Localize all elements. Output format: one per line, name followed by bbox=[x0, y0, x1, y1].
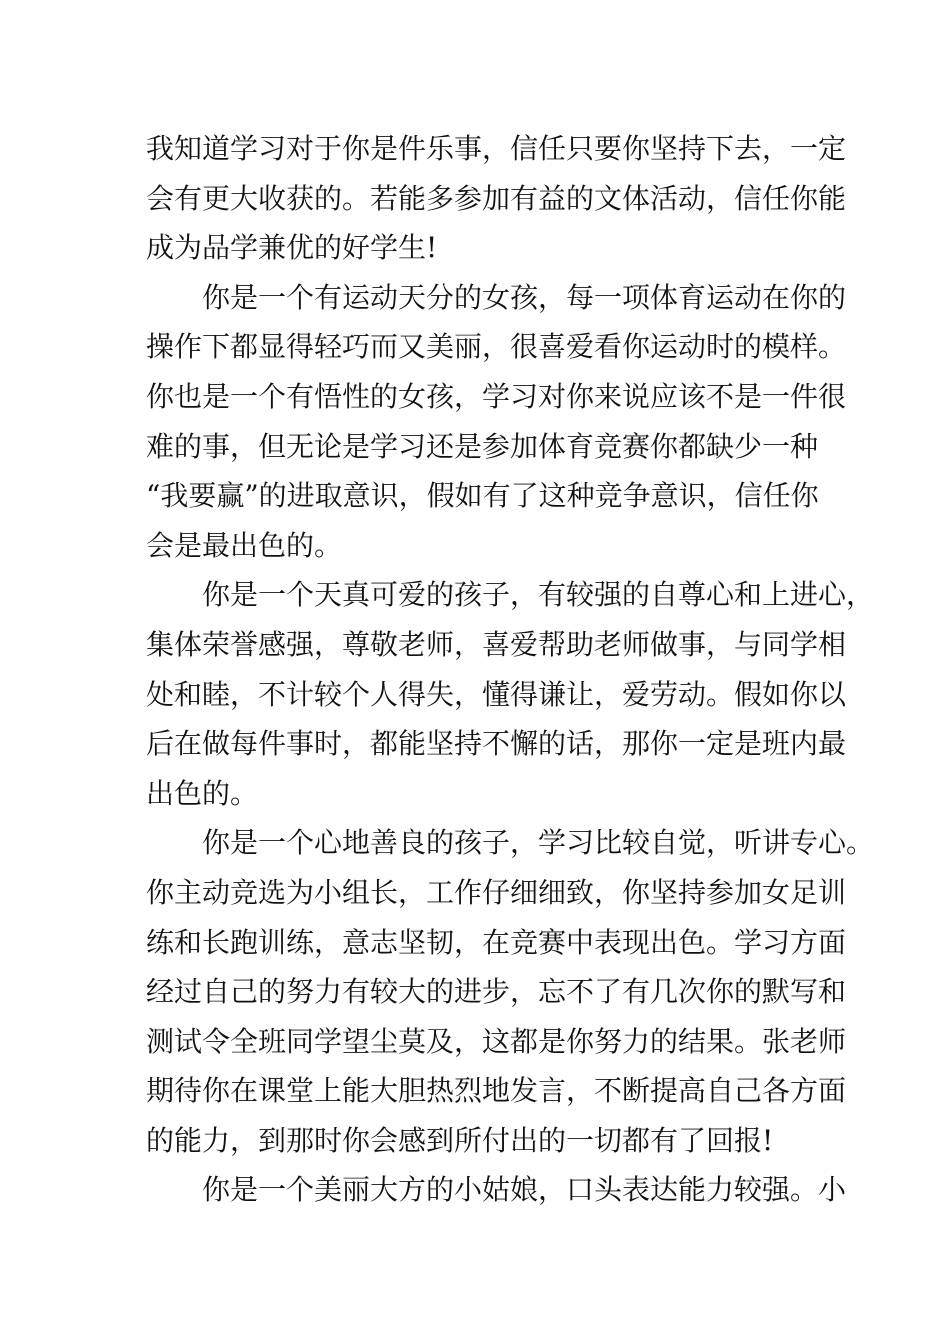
text-line: 出色的。 bbox=[146, 776, 259, 810]
text-line: 后在做每件事时，都能坚持不懈的话，那你一定是班内最 bbox=[146, 727, 847, 761]
text-line: “我要赢”的进取意识，假如有了这种竞争意识，信任你 bbox=[146, 479, 819, 513]
text-line: 我知道学习对于你是件乐事，信任只要你坚持下去，一定 bbox=[146, 132, 847, 165]
text-line: 集体荣誉感强，尊敬老师，喜爱帮助老师做事，与同学相 bbox=[146, 627, 847, 661]
text-line: 期待你在课堂上能大胆热烈地发言，不断提高自己各方面 bbox=[146, 1074, 847, 1108]
text-line: 操作下都显得轻巧而又美丽，很喜爱看你运动时的模样。 bbox=[146, 330, 847, 364]
document-body bbox=[146, 124, 875, 1215]
text-line: 难的事，但无论是学习还是参加体育竞赛你都缺少一种 bbox=[146, 429, 819, 463]
text-line: 的能力，到那时你会感到所付出的一切都有了回报! bbox=[146, 1123, 774, 1157]
paragraph-first-line: 你是一个美丽大方的小姑娘，口头表达能力较强。小 bbox=[202, 1173, 847, 1207]
paragraph-first-line: 你是一个有运动天分的女孩，每一项体育运动在你的 bbox=[202, 280, 847, 314]
text-line: 你也是一个有悟性的女孩，学习对你来说应该不是一件很 bbox=[146, 379, 847, 413]
paragraph-first-line: 你是一个天真可爱的孩子，有较强的自尊心和上进心， bbox=[202, 578, 875, 612]
text-line: 经过自己的努力有较大的进步，忘不了有几次你的默写和 bbox=[146, 975, 847, 1009]
text-line: 会是最出色的。 bbox=[146, 528, 343, 562]
text-line: 你主动竞选为小组长，工作仔细细致，你坚持参加女足训 bbox=[146, 875, 847, 909]
text-line: 测试令全班同学望尘莫及，这都是你努力的结果。张老师 bbox=[146, 1024, 847, 1058]
text-line: 会有更大收获的。若能多参加有益的文体活动，信任你能 bbox=[146, 181, 847, 215]
paragraph-first-line: 你是一个心地善良的孩子，学习比较自觉，听讲专心。 bbox=[202, 826, 875, 860]
text-line: 处和睦，不计较个人得失，懂得谦让，爱劳动。假如你以 bbox=[146, 677, 847, 711]
text-line: 练和长跑训练，意志坚韧，在竞赛中表现出色。学习方面 bbox=[146, 925, 847, 959]
text-line: 成为品学兼优的好学生! bbox=[146, 231, 438, 265]
